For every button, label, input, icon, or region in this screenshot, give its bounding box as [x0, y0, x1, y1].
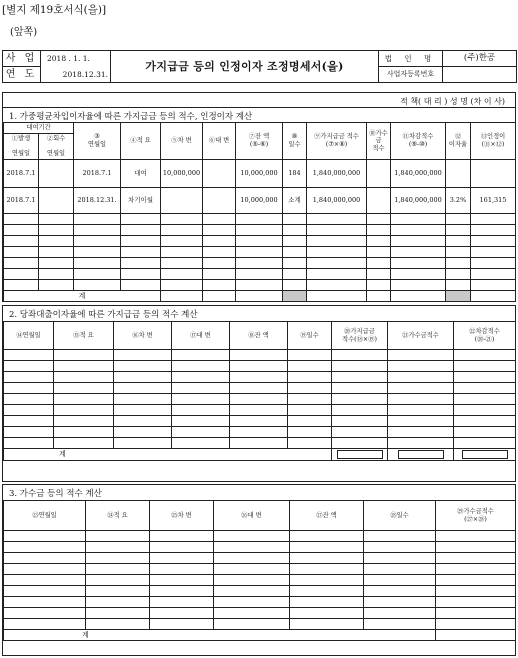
col-balance: ⑦잔 액 (⑤-⑥) [236, 123, 283, 160]
col-net-sum: ⑪차감적수 (⑨-⑩) [391, 123, 446, 160]
col-desc: ④적 요 [121, 123, 161, 160]
page-side-label: (앞쪽) [10, 27, 38, 38]
col-interest: ⑬인정이 (⑪×⑫) [471, 123, 516, 160]
col-desc: ⑮적 요 [54, 322, 114, 350]
section2-title: 2. 당좌대출이자율에 따른 가지급금 등의 적수 계산 [9, 310, 198, 320]
col-recover-date: ②회수 연월일 [39, 134, 74, 160]
corp-name-value: (주)한공 [443, 51, 517, 67]
col-date: ㉓연월일 [4, 501, 86, 531]
table-row: 2018.7.1 2018.7.1 대여 10,000,000 10,000,000 184 1,840,000,000 1,840,000,000 [4, 160, 516, 188]
section2-box [2, 305, 516, 482]
col-desc: ㉔적 요 [86, 501, 150, 531]
section3-title: 3. 가수금 등의 적수 계산 [9, 489, 102, 499]
reg-number-label: 사업자등록번호 [379, 67, 443, 83]
col-days: ㉘일수 [364, 501, 436, 531]
col-debit: ㉕차 변 [150, 501, 214, 531]
total-box [337, 450, 383, 459]
col-loan-period: 대여기간 [4, 123, 74, 134]
col-net-sum: ㉒차감적수 (⑳-㉑) [454, 322, 516, 350]
total-label: 계 [4, 291, 161, 302]
col-credit: ⑥대 변 [203, 123, 236, 160]
section1-responsible: 적 책( 대 리 ) 성 명 (차 이 사) [400, 97, 505, 106]
total-label: 계 [4, 630, 436, 641]
total-label: 계 [4, 449, 332, 461]
col-advance-sum: ⑳가지급금 적수(⑱×⑲) [332, 322, 388, 350]
form-title: 가지급금 등의 인정이자 조정명세서(을) [111, 51, 379, 83]
col-advance-sum: ⑨가지급금 적수 (⑦×⑧) [307, 123, 367, 160]
total-box [462, 450, 508, 459]
period-label-1: 사 업 [3, 51, 41, 67]
col-rate: ⑫ 이자율 [446, 123, 471, 160]
period-start: 2018 . 1. 1. [47, 54, 90, 64]
col-days: ⑧ 일수 [283, 123, 307, 160]
section2-table [3, 321, 516, 461]
col-days: ⑲일수 [288, 322, 332, 350]
col-balance: ㉗잔 액 [290, 501, 364, 531]
corp-name-label: 법 인 명 [379, 51, 443, 67]
total-row [4, 291, 516, 302]
total-row [4, 449, 516, 461]
section3-table [3, 500, 516, 641]
col-deposit-sum: ㉑가수금적수 [388, 322, 454, 350]
col-date: ③ 연월일 [74, 123, 121, 160]
col-balance: ⑱잔 액 [230, 322, 288, 350]
section1-table [3, 122, 516, 302]
header-table [2, 50, 517, 83]
col-debit: ⑯차 변 [114, 322, 172, 350]
reg-number-value [443, 67, 517, 83]
col-credit: ⑰대 변 [172, 322, 230, 350]
col-date: ⑭연월일 [4, 322, 54, 350]
col-issue-date: ①발생 연월일 [4, 134, 39, 160]
period-label-2: 연 도 [3, 67, 41, 83]
table-row: 2018.7.1 2018.12.31. 차기이월 10,000,000 소계 1,840,000,000 1,840,000,000 3.2% 161,315 [4, 188, 516, 214]
section3-box [2, 484, 516, 656]
period-end: 2018.12.31. [62, 69, 108, 79]
col-debit: ⑤차 변 [161, 123, 203, 160]
section1-title: 1. 가중평균차입이자율에 따른 가지급금 등의 적수, 인정이자 계산 [3, 107, 515, 122]
col-deposit-sum: ㉙가수금적수 (㉗×㉘) [436, 501, 516, 531]
total-box [398, 450, 444, 459]
form-number: [별지 제19호서식(을)] [2, 4, 107, 16]
total-row [4, 630, 516, 641]
col-deposit-sum: ⑩가수 금 적수 [367, 123, 391, 160]
col-credit: ㉖대 변 [214, 501, 290, 531]
section1-box [2, 92, 516, 302]
